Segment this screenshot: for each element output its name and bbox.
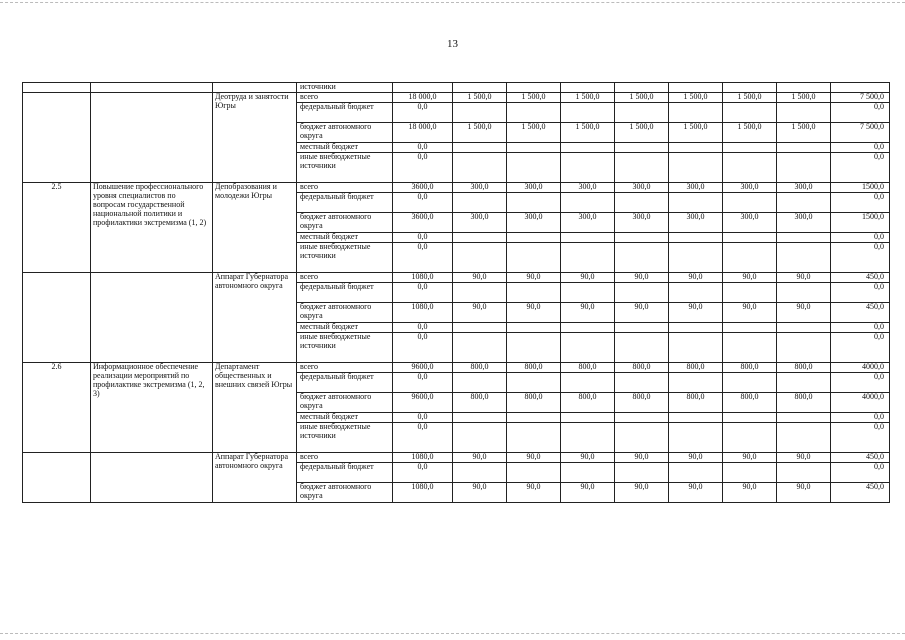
value-cell [777, 423, 831, 453]
value-cell [561, 143, 615, 153]
value-cell: 90,0 [669, 453, 723, 463]
value-cell: 800,0 [723, 363, 777, 373]
value-cell: 0,0 [393, 373, 453, 393]
value-cell [615, 463, 669, 483]
value-cell: 3600,0 [393, 213, 453, 233]
value-cell: 0,0 [393, 243, 453, 273]
value-cell: 300,0 [723, 183, 777, 193]
total-value-cell: 0,0 [831, 463, 890, 483]
funding-source-cell: федеральный бюджет [297, 283, 393, 303]
value-cell [777, 323, 831, 333]
value-cell [561, 413, 615, 423]
value-cell: 90,0 [615, 273, 669, 283]
value-cell [777, 333, 831, 363]
value-cell [507, 413, 561, 423]
funding-source-cell: иные внебюджетные источники [297, 243, 393, 273]
total-value-cell: 0,0 [831, 283, 890, 303]
value-cell: 90,0 [777, 453, 831, 463]
funding-source-cell: бюджет автономного округа [297, 213, 393, 233]
total-value-cell: 1500,0 [831, 183, 890, 193]
value-cell [561, 233, 615, 243]
value-cell: 90,0 [723, 303, 777, 323]
total-value-cell: 4000,0 [831, 363, 890, 373]
funding-source-cell: бюджет автономного округа [297, 393, 393, 413]
value-cell [453, 243, 507, 273]
value-cell [777, 103, 831, 123]
value-cell: 800,0 [561, 393, 615, 413]
funding-source-cell: федеральный бюджет [297, 463, 393, 483]
funding-source-cell: федеральный бюджет [297, 103, 393, 123]
value-cell: 0,0 [393, 333, 453, 363]
value-cell: 800,0 [453, 393, 507, 413]
value-cell: 1 500,0 [669, 123, 723, 143]
value-cell [615, 143, 669, 153]
value-cell: 300,0 [777, 183, 831, 193]
value-cell [615, 323, 669, 333]
funding-source-cell: иные внебюджетные источники [297, 423, 393, 453]
executor-cell [213, 83, 297, 93]
value-cell: 800,0 [507, 363, 561, 373]
value-cell [453, 233, 507, 243]
funding-source-cell: иные внебюджетные источники [297, 333, 393, 363]
value-cell: 0,0 [393, 463, 453, 483]
funding-source-cell: источники [297, 83, 393, 93]
value-cell [561, 333, 615, 363]
value-cell: 90,0 [561, 483, 615, 503]
value-cell: 800,0 [777, 393, 831, 413]
value-cell: 0,0 [393, 193, 453, 213]
value-cell [777, 233, 831, 243]
value-cell [777, 243, 831, 273]
funding-source-cell: федеральный бюджет [297, 193, 393, 213]
funding-source-cell: местный бюджет [297, 143, 393, 153]
value-cell [723, 463, 777, 483]
value-cell [507, 283, 561, 303]
value-cell [453, 83, 507, 93]
value-cell [615, 373, 669, 393]
value-cell [561, 243, 615, 273]
value-cell: 90,0 [507, 303, 561, 323]
value-cell: 90,0 [453, 483, 507, 503]
value-cell: 90,0 [561, 453, 615, 463]
value-cell: 90,0 [777, 483, 831, 503]
value-cell [453, 323, 507, 333]
value-cell [507, 463, 561, 483]
value-cell: 300,0 [669, 183, 723, 193]
table-row [23, 363, 890, 373]
total-value-cell: 0,0 [831, 103, 890, 123]
total-value-cell: 7 500,0 [831, 93, 890, 103]
value-cell [777, 193, 831, 213]
total-value-cell: 0,0 [831, 143, 890, 153]
value-cell [453, 153, 507, 183]
event-name-cell [91, 93, 213, 183]
value-cell: 1 500,0 [723, 123, 777, 143]
funding-source-cell: иные внебюджетные источники [297, 153, 393, 183]
budget-table [22, 82, 890, 503]
value-cell: 0,0 [393, 153, 453, 183]
value-cell [507, 373, 561, 393]
value-cell [777, 83, 831, 93]
value-cell [453, 413, 507, 423]
value-cell [669, 153, 723, 183]
value-cell: 300,0 [453, 183, 507, 193]
value-cell [507, 83, 561, 93]
funding-source-cell: местный бюджет [297, 413, 393, 423]
value-cell: 1080,0 [393, 303, 453, 323]
value-cell [723, 103, 777, 123]
item-number-cell [23, 453, 91, 503]
funding-source-cell: местный бюджет [297, 323, 393, 333]
event-name-cell [91, 273, 213, 363]
value-cell: 90,0 [507, 453, 561, 463]
total-value-cell: 0,0 [831, 233, 890, 243]
value-cell [669, 103, 723, 123]
total-value-cell: 0,0 [831, 333, 890, 363]
value-cell [507, 243, 561, 273]
table-row [23, 93, 890, 103]
total-value-cell: 450,0 [831, 453, 890, 463]
value-cell: 9600,0 [393, 363, 453, 373]
value-cell [507, 323, 561, 333]
table-row [23, 183, 890, 193]
value-cell: 1 500,0 [615, 123, 669, 143]
value-cell [615, 233, 669, 243]
total-value-cell: 0,0 [831, 413, 890, 423]
value-cell: 90,0 [453, 273, 507, 283]
funding-source-cell: федеральный бюджет [297, 373, 393, 393]
value-cell: 90,0 [669, 303, 723, 323]
value-cell [669, 423, 723, 453]
value-cell [615, 333, 669, 363]
value-cell: 90,0 [669, 483, 723, 503]
value-cell [723, 233, 777, 243]
value-cell: 1080,0 [393, 453, 453, 463]
funding-source-cell: бюджет автономного округа [297, 303, 393, 323]
value-cell [669, 233, 723, 243]
value-cell [669, 283, 723, 303]
value-cell [507, 153, 561, 183]
value-cell: 1 500,0 [561, 123, 615, 143]
total-value-cell: 0,0 [831, 373, 890, 393]
value-cell: 1 500,0 [723, 93, 777, 103]
value-cell [723, 83, 777, 93]
value-cell [615, 413, 669, 423]
value-cell [453, 333, 507, 363]
value-cell [723, 243, 777, 273]
value-cell: 0,0 [393, 283, 453, 303]
value-cell: 300,0 [777, 213, 831, 233]
value-cell [507, 193, 561, 213]
value-cell [561, 323, 615, 333]
value-cell [669, 193, 723, 213]
value-cell: 300,0 [615, 213, 669, 233]
value-cell [723, 373, 777, 393]
value-cell: 1080,0 [393, 483, 453, 503]
funding-source-cell: всего [297, 273, 393, 283]
value-cell [507, 423, 561, 453]
value-cell: 90,0 [507, 273, 561, 283]
value-cell [561, 193, 615, 213]
value-cell [669, 83, 723, 93]
value-cell: 800,0 [669, 363, 723, 373]
value-cell [507, 143, 561, 153]
value-cell: 800,0 [615, 363, 669, 373]
total-value-cell: 450,0 [831, 303, 890, 323]
value-cell [669, 413, 723, 423]
value-cell: 800,0 [507, 393, 561, 413]
item-number-cell: 2.6 [23, 363, 91, 453]
value-cell: 18 000,0 [393, 93, 453, 103]
value-cell: 90,0 [723, 483, 777, 503]
value-cell [777, 373, 831, 393]
table-row [23, 83, 890, 93]
value-cell [777, 463, 831, 483]
value-cell: 1 500,0 [615, 93, 669, 103]
value-cell: 1 500,0 [507, 93, 561, 103]
value-cell: 3600,0 [393, 183, 453, 193]
value-cell: 90,0 [507, 483, 561, 503]
value-cell [669, 333, 723, 363]
value-cell [453, 103, 507, 123]
executor-cell: Аппарат Губернатора автономного округа [213, 453, 297, 503]
total-value-cell: 450,0 [831, 273, 890, 283]
value-cell [453, 423, 507, 453]
value-cell [723, 323, 777, 333]
value-cell: 1 500,0 [777, 93, 831, 103]
value-cell [723, 143, 777, 153]
value-cell: 9600,0 [393, 393, 453, 413]
funding-source-cell: бюджет автономного округа [297, 483, 393, 503]
value-cell [561, 423, 615, 453]
value-cell: 90,0 [561, 303, 615, 323]
value-cell [453, 373, 507, 393]
total-value-cell: 7 500,0 [831, 123, 890, 143]
funding-source-cell: всего [297, 93, 393, 103]
total-value-cell: 0,0 [831, 193, 890, 213]
value-cell: 800,0 [777, 363, 831, 373]
value-cell [615, 193, 669, 213]
value-cell: 1 500,0 [777, 123, 831, 143]
value-cell: 0,0 [393, 413, 453, 423]
value-cell: 800,0 [561, 363, 615, 373]
executor-cell: Депобразования и молодежи Югры [213, 183, 297, 273]
value-cell [561, 153, 615, 183]
value-cell [723, 423, 777, 453]
total-value-cell: 0,0 [831, 323, 890, 333]
item-number-cell [23, 93, 91, 183]
value-cell [669, 243, 723, 273]
value-cell: 300,0 [561, 213, 615, 233]
total-value-cell: 0,0 [831, 423, 890, 453]
value-cell [615, 153, 669, 183]
value-cell: 90,0 [723, 273, 777, 283]
value-cell [777, 413, 831, 423]
value-cell [723, 153, 777, 183]
total-value-cell: 0,0 [831, 153, 890, 183]
value-cell: 1 500,0 [507, 123, 561, 143]
total-value-cell: 4000,0 [831, 393, 890, 413]
value-cell: 18 000,0 [393, 123, 453, 143]
scan-bottom-edge [0, 633, 905, 634]
value-cell: 1 500,0 [453, 93, 507, 103]
value-cell [723, 193, 777, 213]
funding-source-cell: всего [297, 183, 393, 193]
value-cell [669, 373, 723, 393]
value-cell: 300,0 [615, 183, 669, 193]
value-cell: 90,0 [723, 453, 777, 463]
value-cell [777, 153, 831, 183]
value-cell [507, 233, 561, 243]
funding-source-cell: всего [297, 363, 393, 373]
value-cell: 90,0 [615, 453, 669, 463]
value-cell [615, 103, 669, 123]
value-cell: 0,0 [393, 423, 453, 453]
table-row [23, 273, 890, 283]
value-cell [615, 423, 669, 453]
value-cell: 1080,0 [393, 273, 453, 283]
value-cell [507, 333, 561, 363]
value-cell: 300,0 [561, 183, 615, 193]
value-cell: 300,0 [723, 213, 777, 233]
value-cell: 0,0 [393, 143, 453, 153]
total-value-cell [831, 83, 890, 93]
value-cell: 0,0 [393, 233, 453, 243]
value-cell [561, 283, 615, 303]
value-cell [615, 83, 669, 93]
value-cell: 1 500,0 [669, 93, 723, 103]
value-cell [453, 193, 507, 213]
value-cell: 0,0 [393, 103, 453, 123]
value-cell: 1 500,0 [561, 93, 615, 103]
item-number-cell: 2.5 [23, 183, 91, 273]
value-cell: 800,0 [723, 393, 777, 413]
value-cell: 90,0 [777, 303, 831, 323]
value-cell: 800,0 [615, 393, 669, 413]
value-cell: 90,0 [561, 273, 615, 283]
value-cell [561, 463, 615, 483]
table-row [23, 453, 890, 463]
item-number-cell [23, 273, 91, 363]
total-value-cell: 1500,0 [831, 213, 890, 233]
value-cell [615, 243, 669, 273]
value-cell: 0,0 [393, 323, 453, 333]
value-cell [393, 83, 453, 93]
value-cell: 300,0 [507, 183, 561, 193]
value-cell [777, 143, 831, 153]
value-cell [453, 143, 507, 153]
event-name-cell [91, 453, 213, 503]
funding-source-cell: местный бюджет [297, 233, 393, 243]
page-number: 13 [447, 38, 458, 50]
value-cell: 300,0 [669, 213, 723, 233]
total-value-cell: 450,0 [831, 483, 890, 503]
executor-cell: Аппарат Губернатора автономного округа [213, 273, 297, 363]
executor-cell: Департамент общественных и внешних связей Югры [213, 363, 297, 453]
value-cell: 90,0 [669, 273, 723, 283]
value-cell: 90,0 [453, 453, 507, 463]
value-cell [615, 283, 669, 303]
value-cell [561, 103, 615, 123]
event-name-cell: Повышение профессионального уровня специалистов по вопросам государственной национальной политики и профилактики экстремизма (1, 2) [91, 183, 213, 273]
scan-top-edge [0, 2, 905, 3]
event-name-cell: Информационное обеспечение реализации мероприятий по профилактике экстремизма (1, 2, 3) [91, 363, 213, 453]
value-cell: 1 500,0 [453, 123, 507, 143]
value-cell: 800,0 [669, 393, 723, 413]
value-cell: 300,0 [507, 213, 561, 233]
value-cell [453, 283, 507, 303]
value-cell: 90,0 [615, 303, 669, 323]
funding-source-cell: бюджет автономного округа [297, 123, 393, 143]
value-cell: 90,0 [453, 303, 507, 323]
value-cell [669, 143, 723, 153]
value-cell [723, 283, 777, 303]
executor-cell: Деотруда и занятости Югры [213, 93, 297, 183]
value-cell [669, 463, 723, 483]
value-cell [777, 283, 831, 303]
value-cell [453, 463, 507, 483]
item-number-cell [23, 83, 91, 93]
value-cell [723, 333, 777, 363]
value-cell [507, 103, 561, 123]
value-cell: 800,0 [453, 363, 507, 373]
funding-source-cell: всего [297, 453, 393, 463]
value-cell: 300,0 [453, 213, 507, 233]
value-cell [723, 413, 777, 423]
value-cell: 90,0 [615, 483, 669, 503]
value-cell [561, 373, 615, 393]
event-name-cell [91, 83, 213, 93]
value-cell: 90,0 [777, 273, 831, 283]
total-value-cell: 0,0 [831, 243, 890, 273]
value-cell [561, 83, 615, 93]
value-cell [669, 323, 723, 333]
